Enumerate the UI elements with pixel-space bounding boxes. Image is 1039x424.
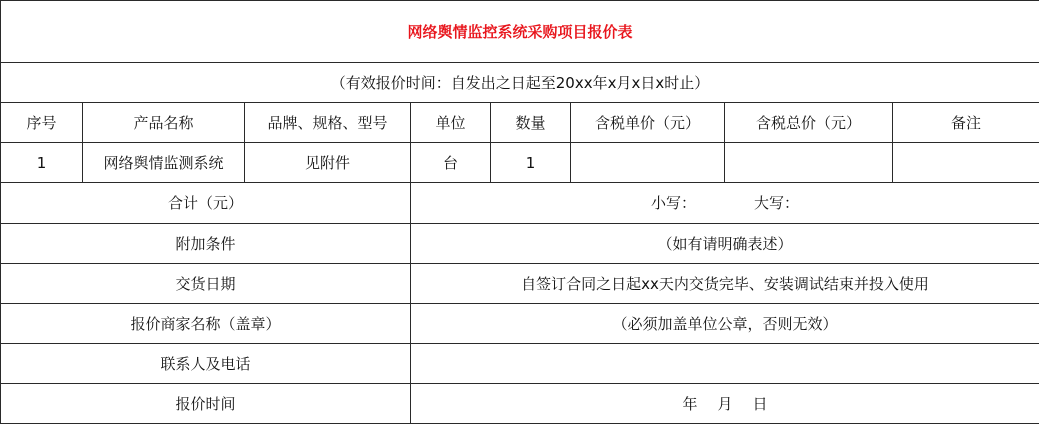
header-brand-spec: 品牌、规格、型号	[245, 103, 411, 143]
quote-time-value[interactable]	[411, 383, 1039, 423]
quote-year: 年	[682, 394, 698, 413]
table-title-cell	[1, 1, 1039, 63]
header-unit: 单位	[411, 103, 491, 143]
item-unit: 台	[411, 143, 491, 183]
item-name: 网络舆情监测系统	[83, 143, 245, 183]
total-small-label: 小写：	[650, 194, 696, 213]
item-unit-price[interactable]	[571, 143, 725, 183]
quote-day: 日	[752, 394, 768, 413]
item-remark[interactable]	[893, 143, 1039, 183]
title-row	[1, 1, 1039, 63]
extra-conditions-row	[1, 223, 1039, 263]
validity-row	[1, 63, 1039, 103]
contact-value[interactable]	[411, 343, 1039, 383]
validity-note: （有效报价时间：自发出之日起至20xx年x月x日x时止）	[1, 63, 1039, 103]
header-row	[1, 103, 1039, 143]
header-remark: 备注	[893, 103, 1039, 143]
delivery-label: 交货日期	[1, 263, 411, 303]
item-total-price[interactable]	[725, 143, 893, 183]
item-no: 1	[1, 143, 83, 183]
extra-label: 附加条件	[1, 223, 411, 263]
delivery-row	[1, 263, 1039, 303]
quote-time-label: 报价时间	[1, 383, 411, 423]
contact-row	[1, 343, 1039, 383]
quote-time-row	[1, 383, 1039, 423]
vendor-value[interactable]: （必须加盖单位公章，否则无效）	[411, 303, 1039, 343]
table-title: 网络舆情监控系统采购项目报价表	[407, 23, 633, 42]
total-big-label: 大写：	[754, 194, 800, 213]
item-brand: 见附件	[245, 143, 411, 183]
header-total-price: 含税总价（元）	[725, 103, 893, 143]
table-row	[1, 143, 1039, 183]
delivery-value[interactable]: 自签订合同之日起xx天内交货完毕、安装调试结束并投入使用	[411, 263, 1039, 303]
header-quantity: 数量	[491, 103, 571, 143]
extra-value[interactable]: （如有请明确表述）	[411, 223, 1039, 263]
total-value-cell[interactable]	[411, 183, 1039, 223]
header-unit-price: 含税单价（元）	[571, 103, 725, 143]
header-product-name: 产品名称	[83, 103, 245, 143]
header-no: 序号	[1, 103, 83, 143]
contact-label: 联系人及电话	[1, 343, 411, 383]
quote-month: 月	[717, 394, 733, 413]
total-row	[1, 183, 1039, 223]
total-label: 合计（元）	[1, 183, 411, 223]
vendor-row	[1, 303, 1039, 343]
item-quantity: 1	[491, 143, 571, 183]
vendor-label: 报价商家名称（盖章）	[1, 303, 411, 343]
